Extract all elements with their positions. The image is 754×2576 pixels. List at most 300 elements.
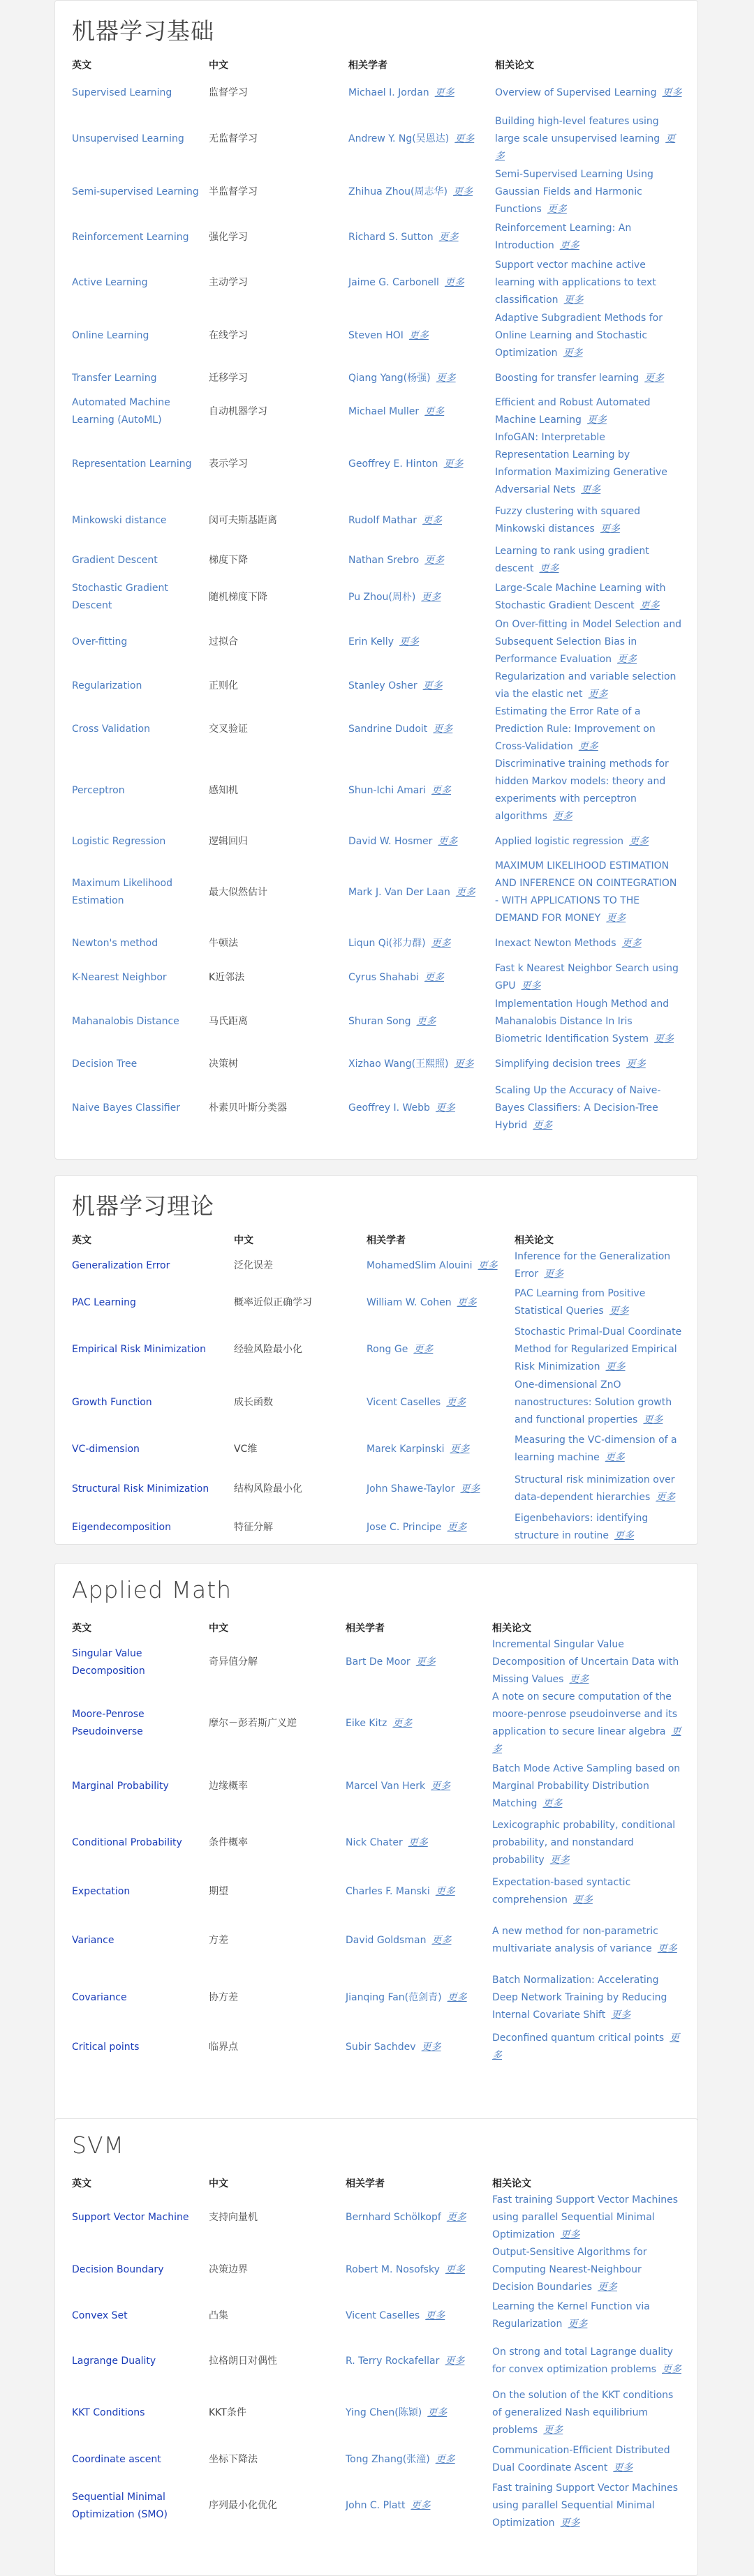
- scholar-more-link[interactable]: 更多: [411, 2500, 431, 2511]
- term-chinese: 迁移学习: [209, 372, 248, 384]
- paper-more-link[interactable]: 更多: [654, 1033, 674, 1044]
- paper-more-link[interactable]: 更多: [662, 2364, 681, 2375]
- scholar-link[interactable]: Nick Chater: [346, 1836, 403, 1848]
- scholar-link[interactable]: Cyrus Shahabi: [348, 971, 420, 983]
- term-chinese: 在线学习: [209, 329, 248, 341]
- paper-more-link[interactable]: 更多: [581, 484, 601, 495]
- term-english-link[interactable]: Empirical Risk Minimization: [72, 1343, 206, 1355]
- scholar-link[interactable]: Tong Zhang(张潼): [346, 2453, 430, 2465]
- term-english-link[interactable]: Over-fitting: [72, 636, 128, 647]
- scholar-more-link[interactable]: 更多: [435, 1102, 455, 1114]
- scholar-link[interactable]: William W. Cohen: [367, 1296, 452, 1308]
- paper-cell: [492, 1814, 682, 1871]
- scholar-more-link[interactable]: 更多: [424, 554, 445, 566]
- term-english-link[interactable]: K-Nearest Neighbor: [72, 971, 167, 983]
- scholar-more-link[interactable]: 更多: [425, 2309, 445, 2321]
- term-english-link[interactable]: Marginal Probability: [72, 1780, 169, 1792]
- header-chinese: 中文: [234, 1235, 253, 1246]
- scholar-more-link[interactable]: 更多: [457, 1296, 477, 1308]
- paper-more-link[interactable]: 更多: [539, 563, 559, 574]
- paper-link[interactable]: Fuzzy clustering with squared Minkowski distances: [495, 506, 641, 534]
- term-english-link[interactable]: Reinforcement Learning: [72, 231, 189, 243]
- scholar-more-link[interactable]: 更多: [424, 405, 445, 417]
- term-chinese: 过拟合: [209, 636, 238, 647]
- paper-more-link[interactable]: 更多: [492, 1726, 681, 1755]
- paper-more-link[interactable]: 更多: [578, 741, 598, 752]
- paper-cell: [495, 825, 682, 858]
- paper-link[interactable]: Reinforcement Learning: An Introduction: [495, 223, 632, 251]
- paper-more-link[interactable]: 更多: [542, 1797, 563, 1809]
- paper-link[interactable]: Inexact Newton Methods: [495, 937, 616, 949]
- term-english-link[interactable]: Maximum Likelihood Estimation: [72, 878, 173, 906]
- scholar-link[interactable]: Subir Sachdev: [346, 2041, 416, 2053]
- scholar-link[interactable]: John C. Platt: [346, 2500, 406, 2511]
- table-row: [72, 825, 682, 858]
- paper-link[interactable]: Support vector machine active learning with applications to text classification: [495, 259, 656, 306]
- term-english-link[interactable]: Structural Risk Minimization: [72, 1483, 209, 1495]
- paper-more-link[interactable]: 更多: [609, 1305, 629, 1317]
- scholar-more-link[interactable]: 更多: [421, 2041, 441, 2053]
- paper-link[interactable]: A new method for non-parametric multivariate analysis of variance: [492, 1926, 658, 1954]
- paper-link[interactable]: Scaling Up the Accuracy of Naive-Bayes Classifiers: A Decision-Tree Hybrid: [495, 1084, 661, 1131]
- paper-more-link[interactable]: 更多: [656, 1492, 676, 1503]
- paper-link[interactable]: Simplifying decision trees: [495, 1058, 621, 1070]
- paper-more-link[interactable]: 更多: [621, 937, 642, 949]
- table-row: [72, 429, 682, 499]
- scholar-link[interactable]: Shun-Ichi Amari: [348, 784, 427, 796]
- term-english-link[interactable]: Decision Tree: [72, 1058, 138, 1070]
- table-header-row: [72, 1617, 682, 1636]
- term-english-link[interactable]: Expectation: [72, 1885, 131, 1897]
- paper-link[interactable]: MAXIMUM LIKELIHOOD ESTIMATION AND INFERENCE ON COINTEGRATION - WITH APPLICATIONS TO THE DEMAND FOR MONEY: [495, 860, 677, 924]
- scholar-more-link[interactable]: 更多: [446, 2212, 466, 2223]
- paper-more-link[interactable]: 更多: [521, 980, 541, 991]
- table-row: [72, 1912, 682, 1969]
- paper-link[interactable]: Fast k Nearest Neighbor Search using GPU: [495, 963, 679, 991]
- paper-more-link[interactable]: 更多: [598, 2282, 617, 2293]
- term-english-link[interactable]: Automated Machine Learning (AutoML): [72, 397, 170, 426]
- section-title: Applied Math: [72, 1576, 232, 1603]
- paper-link[interactable]: Lexicographic probability, conditional probability, and nonstandard probability: [492, 1819, 676, 1866]
- table-row: [72, 1636, 682, 1688]
- paper-link[interactable]: Deconfined quantum critical points: [492, 2032, 665, 2044]
- paper-more-link[interactable]: 更多: [549, 1854, 570, 1866]
- scholar-cell: [348, 756, 495, 825]
- table-row: [72, 1508, 682, 1546]
- scholar-cell: [348, 73, 495, 112]
- term-english-link[interactable]: Online Learning: [72, 329, 149, 341]
- table-row: [72, 2026, 682, 2068]
- paper-more-link[interactable]: 更多: [617, 654, 637, 665]
- paper-link[interactable]: Batch Mode Active Sampling based on Marginal Probability Distribution Matching: [492, 1762, 681, 1809]
- scholar-more-link[interactable]: 更多: [445, 2355, 465, 2367]
- paper-more-link[interactable]: 更多: [492, 2032, 680, 2061]
- paper-link[interactable]: Incremental Singular Value Decomposition of Uncertain Data with Missing Values: [492, 1639, 679, 1685]
- scholar-cell: [348, 499, 495, 542]
- term-chinese: 期望: [209, 1885, 228, 1897]
- paper-link[interactable]: Eigenbehaviors: identifying structure in routine: [515, 1513, 649, 1541]
- scholar-more-link[interactable]: 更多: [454, 133, 475, 144]
- term-chinese: 自动机器学习: [209, 405, 267, 417]
- scholar-cell: [346, 1871, 492, 1912]
- scholar-more-link[interactable]: 更多: [450, 1443, 470, 1455]
- table-row: [72, 1283, 682, 1322]
- paper-more-link[interactable]: 更多: [552, 811, 572, 822]
- scholar-link[interactable]: Bernhard Schölkopf: [346, 2212, 441, 2223]
- scholar-more-link[interactable]: 更多: [431, 784, 452, 796]
- scholar-link[interactable]: Liqun Qi(祁力群): [348, 937, 426, 949]
- scholar-link[interactable]: Rudolf Mathar: [348, 514, 417, 526]
- paper-link[interactable]: Communication-Efficient Distributed Dual Coordinate Ascent: [492, 2445, 670, 2473]
- scholar-more-link[interactable]: 更多: [427, 2407, 448, 2418]
- scholar-more-link[interactable]: 更多: [431, 1934, 452, 1946]
- scholar-more-link[interactable]: 更多: [438, 835, 458, 847]
- paper-more-link[interactable]: 更多: [640, 600, 660, 611]
- term-english-link[interactable]: Minkowski distance: [72, 514, 167, 526]
- scholar-cell: [348, 256, 495, 309]
- paper-more-link[interactable]: 更多: [544, 1268, 564, 1280]
- paper-link[interactable]: On strong and total Lagrange duality for convex optimization problems: [492, 2346, 673, 2375]
- scholar-cell: [348, 1080, 495, 1136]
- scholar-link[interactable]: Vicent Caselles: [346, 2309, 420, 2321]
- paper-link[interactable]: A note on secure computation of the moore-penrose pseudoinverse and its application to secure linear algebra: [492, 1691, 677, 1737]
- term-english-link[interactable]: Moore-Penrose Pseudoinverse: [72, 1709, 145, 1737]
- scholar-more-link[interactable]: 更多: [435, 2453, 455, 2465]
- header-paper: 相关论文: [492, 1623, 531, 1634]
- term-chinese: K近邻法: [209, 971, 245, 983]
- paper-more-link[interactable]: 更多: [657, 1943, 677, 1954]
- paper-cell: [495, 429, 682, 499]
- paper-more-link[interactable]: 更多: [560, 2517, 580, 2529]
- scholar-more-link[interactable]: 更多: [443, 458, 464, 470]
- scholar-cell: [348, 165, 495, 218]
- term-english-link[interactable]: Active Learning: [72, 276, 148, 288]
- term-chinese: 坐标下降法: [209, 2453, 258, 2465]
- table-row: [72, 542, 682, 578]
- scholar-more-link[interactable]: 更多: [455, 886, 475, 898]
- paper-more-link[interactable]: 更多: [605, 1361, 626, 1372]
- paper-more-link[interactable]: 更多: [533, 1119, 553, 1131]
- paper-link[interactable]: PAC Learning from Positive Statistical Queries: [515, 1288, 646, 1317]
- scholar-link[interactable]: MohamedSlim Alouini: [367, 1259, 473, 1271]
- scholar-more-link[interactable]: 更多: [434, 87, 454, 98]
- scholar-link[interactable]: David Goldsman: [346, 1934, 427, 1946]
- term-english-link[interactable]: Critical points: [72, 2041, 140, 2053]
- paper-more-link[interactable]: 更多: [606, 913, 626, 924]
- term-english-link[interactable]: Support Vector Machine: [72, 2212, 189, 2223]
- scholar-cell: [348, 959, 495, 996]
- scholar-link[interactable]: Robert M. Nosofsky: [346, 2264, 440, 2275]
- scholar-link[interactable]: Marcel Van Herk: [346, 1780, 426, 1792]
- scholar-link[interactable]: Jose C. Principe: [367, 1521, 442, 1533]
- paper-link[interactable]: Inference for the Generalization Error: [515, 1251, 671, 1280]
- paper-cell: [495, 165, 682, 218]
- scholar-link[interactable]: Michael Muller: [348, 405, 420, 417]
- scholar-link[interactable]: Richard S. Sutton: [348, 231, 434, 243]
- paper-more-link[interactable]: 更多: [644, 372, 665, 384]
- paper-more-link[interactable]: 更多: [563, 347, 583, 359]
- term-english-link[interactable]: Logistic Regression: [72, 835, 166, 847]
- term-english-link[interactable]: Semi-supervised Learning: [72, 186, 199, 197]
- paper-link[interactable]: Discriminative training methods for hidden Markov models: theory and experiments with perceptron algorithms: [495, 758, 669, 822]
- table-row: [72, 499, 682, 542]
- term-english-link[interactable]: Sequential Minimal Optimization (SMO): [72, 2491, 168, 2520]
- paper-link[interactable]: Estimating the Error Rate of a Prediction Rule: Improvement on Cross-Validation: [495, 706, 656, 752]
- term-english-link[interactable]: Variance: [72, 1934, 114, 1946]
- table-row: [72, 959, 682, 996]
- scholar-link[interactable]: Shuran Song: [348, 1016, 411, 1027]
- term-english-link[interactable]: Lagrange Duality: [72, 2355, 156, 2367]
- table-row: [72, 1469, 682, 1508]
- scholar-more-link[interactable]: 更多: [460, 1483, 480, 1495]
- paper-cell: [495, 309, 682, 362]
- table-row: [72, 1429, 682, 1469]
- scholar-more-link[interactable]: 更多: [452, 186, 473, 197]
- scholar-link[interactable]: Jaime G. Carbonell: [348, 276, 439, 288]
- paper-more-link[interactable]: 更多: [600, 523, 620, 534]
- paper-more-link[interactable]: 更多: [643, 1414, 663, 1425]
- scholar-link[interactable]: Jianqing Fan(范剑青): [346, 1991, 442, 2003]
- term-english-link[interactable]: Perceptron: [72, 784, 125, 796]
- scholar-more-link[interactable]: 更多: [478, 1259, 498, 1271]
- scholar-link[interactable]: Qiang Yang(杨强): [348, 372, 431, 384]
- term-english-link[interactable]: Transfer Learning: [72, 372, 157, 384]
- paper-link[interactable]: Boosting for transfer learning: [495, 372, 640, 384]
- scholar-more-link[interactable]: 更多: [444, 276, 464, 288]
- paper-link[interactable]: Structural risk minimization over data-dependent hierarchies: [515, 1474, 675, 1503]
- table-row: [72, 218, 682, 256]
- term-english-link[interactable]: Cross Validation: [72, 724, 150, 735]
- scholar-link[interactable]: Andrew Y. Ng(吴恩达): [348, 133, 450, 144]
- scholar-link[interactable]: Pu Zhou(周朴): [348, 591, 416, 603]
- scholar-more-link[interactable]: 更多: [392, 1717, 413, 1729]
- paper-link[interactable]: On the solution of the KKT conditions of generalized Nash equilibrium problems: [492, 2390, 674, 2436]
- term-english-link[interactable]: Growth Function: [72, 1397, 152, 1408]
- scholar-link[interactable]: John Shawe-Taylor: [367, 1483, 455, 1495]
- scholar-link[interactable]: Mark J. Van Der Laan: [348, 886, 450, 898]
- term-chinese: 奇异值分解: [209, 1656, 258, 1668]
- scholar-more-link[interactable]: 更多: [447, 1991, 467, 2003]
- scholar-link[interactable]: Charles F. Manski: [346, 1885, 430, 1897]
- paper-link[interactable]: InfoGAN: Interpretable Representation Learning by Information Maximizing Generative Adversarial Nets: [495, 432, 667, 495]
- scholar-link[interactable]: Rong Ge: [367, 1343, 408, 1355]
- term-english-link[interactable]: Regularization: [72, 680, 142, 691]
- scholar-link[interactable]: Stanley Osher: [348, 680, 417, 691]
- paper-more-link[interactable]: 更多: [614, 1530, 634, 1541]
- scholar-more-link[interactable]: 更多: [438, 231, 459, 243]
- scholar-link[interactable]: Nathan Srebro: [348, 554, 420, 566]
- term-english-link[interactable]: Mahanalobis Distance: [72, 1016, 179, 1027]
- scholar-more-link[interactable]: 更多: [431, 1780, 451, 1792]
- table-row: [72, 1758, 682, 1814]
- paper-link[interactable]: Expectation-based syntactic comprehension: [492, 1877, 631, 1905]
- scholar-link[interactable]: Bart De Moor: [346, 1656, 411, 1668]
- scholar-cell: [346, 1688, 492, 1758]
- paper-link[interactable]: Learning the Kernel Function via Regularization: [492, 2301, 650, 2330]
- paper-link[interactable]: Measuring the VC-dimension of a learning machine: [515, 1435, 677, 1463]
- paper-link[interactable]: Fast training Support Vector Machines using parallel Sequential Minimal Optimization: [492, 2194, 679, 2240]
- paper-link[interactable]: Adaptive Subgradient Methods for Online Learning and Stochastic Optimization: [495, 312, 663, 359]
- term-english-link[interactable]: Decision Boundary: [72, 2264, 164, 2275]
- scholar-more-link[interactable]: 更多: [424, 971, 445, 983]
- scholar-more-link[interactable]: 更多: [416, 1016, 436, 1027]
- term-english-link[interactable]: Representation Learning: [72, 458, 192, 470]
- scholar-more-link[interactable]: 更多: [408, 329, 429, 341]
- paper-link[interactable]: Semi-Supervised Learning Using Gaussian Fields and Harmonic Functions: [495, 168, 653, 215]
- paper-link[interactable]: Learning to rank using gradient descent: [495, 546, 649, 574]
- paper-link[interactable]: Building high-level features using large scale unsupervised learning: [495, 115, 660, 144]
- term-english-link[interactable]: Singular Value Decomposition: [72, 1647, 145, 1677]
- paper-more-link[interactable]: 更多: [613, 2462, 633, 2473]
- header-chinese: 中文: [209, 2178, 228, 2189]
- paper-cell: [495, 927, 682, 959]
- term-chinese: 决策边界: [209, 2264, 248, 2275]
- scholar-cell: [348, 112, 495, 165]
- paper-cell: [492, 1636, 682, 1688]
- scholar-link[interactable]: Eike Kitz: [346, 1717, 387, 1729]
- paper-more-link[interactable]: 更多: [629, 835, 649, 847]
- header-chinese: 中文: [209, 1623, 228, 1634]
- term-english-link[interactable]: Covariance: [72, 1991, 127, 2003]
- scholar-more-link[interactable]: 更多: [413, 1343, 434, 1355]
- scholar-more-link[interactable]: 更多: [399, 636, 419, 647]
- scholar-cell: [346, 2026, 492, 2068]
- scholar-more-link[interactable]: 更多: [454, 1058, 474, 1070]
- paper-more-link[interactable]: 更多: [611, 2009, 631, 2021]
- term-english-link[interactable]: Newton's method: [72, 937, 158, 949]
- scholar-link[interactable]: Geoffrey E. Hinton: [348, 458, 438, 470]
- scholar-more-link[interactable]: 更多: [408, 1836, 428, 1848]
- table-row: [72, 2244, 682, 2296]
- paper-more-link[interactable]: 更多: [568, 2319, 588, 2330]
- paper-link[interactable]: On Over-fitting in Model Selection and Subsequent Selection Bias in Performance Evaluation: [495, 619, 682, 665]
- paper-more-link[interactable]: 更多: [662, 87, 682, 98]
- scholar-link[interactable]: Xizhao Wang(王熙照): [348, 1058, 449, 1070]
- paper-link[interactable]: Fast training Support Vector Machines using parallel Sequential Minimal Optimization: [492, 2483, 679, 2529]
- table-row: [72, 858, 682, 927]
- term-chinese: 梯度下降: [209, 554, 248, 566]
- scholar-more-link[interactable]: 更多: [422, 514, 443, 526]
- paper-more-link[interactable]: 更多: [563, 294, 584, 306]
- term-english-link[interactable]: Generalization Error: [72, 1259, 170, 1271]
- term-english-link[interactable]: Naive Bayes Classifier: [72, 1102, 181, 1114]
- scholar-more-link[interactable]: 更多: [433, 724, 453, 735]
- paper-link[interactable]: Stochastic Primal-Dual Coordinate Method for Regularized Empirical Risk Minimization: [515, 1326, 682, 1372]
- scholar-more-link[interactable]: 更多: [415, 1656, 436, 1668]
- term-chinese: 交叉验证: [209, 724, 248, 735]
- scholar-link[interactable]: Sandrine Dudoit: [348, 724, 428, 735]
- paper-link[interactable]: Applied logistic regression: [495, 835, 624, 847]
- scholar-more-link[interactable]: 更多: [436, 372, 456, 384]
- scholar-link[interactable]: Geoffrey I. Webb: [348, 1102, 430, 1114]
- paper-more-link[interactable]: 更多: [586, 414, 607, 426]
- term-chinese: 正则化: [209, 680, 238, 691]
- paper-link[interactable]: Output-Sensitive Algorithms for Computing Nearest-Neighbour Decision Boundaries: [492, 2247, 647, 2293]
- paper-cell: [492, 1758, 682, 1814]
- scholar-cell: [348, 668, 495, 703]
- paper-link[interactable]: Overview of Supervised Learning: [495, 87, 657, 98]
- paper-cell: [495, 996, 682, 1048]
- paper-more-link[interactable]: 更多: [605, 1452, 625, 1463]
- scholar-more-link[interactable]: 更多: [431, 937, 451, 949]
- scholar-link[interactable]: Ying Chen(陈颖): [346, 2407, 422, 2418]
- paper-more-link[interactable]: 更多: [588, 689, 608, 700]
- term-chinese: 概率近似正确学习: [234, 1296, 312, 1308]
- paper-more-link[interactable]: 更多: [569, 1674, 589, 1685]
- table-header-row: [72, 54, 682, 73]
- term-english-link[interactable]: Unsupervised Learning: [72, 133, 184, 144]
- scholar-link[interactable]: Marek Karpinski: [367, 1443, 445, 1455]
- table-row: [72, 1248, 682, 1283]
- scholar-link[interactable]: David W. Hosmer: [348, 835, 433, 847]
- term-english-link[interactable]: Eigendecomposition: [72, 1521, 171, 1533]
- paper-link[interactable]: Large-Scale Machine Learning with Stochastic Gradient Descent: [495, 583, 666, 611]
- paper-link[interactable]: Efficient and Robust Automated Machine Learning: [495, 397, 651, 426]
- term-english-link[interactable]: PAC Learning: [72, 1296, 136, 1308]
- paper-more-link[interactable]: 更多: [547, 203, 567, 215]
- paper-link[interactable]: Batch Normalization: Accelerating Deep Network Training by Reducing Internal Covariate Shift: [492, 1974, 667, 2021]
- section-panel: [54, 0, 698, 1160]
- section-panel: [54, 2118, 698, 2576]
- paper-more-link[interactable]: 更多: [559, 240, 579, 251]
- scholar-cell: [348, 578, 495, 616]
- paper-more-link[interactable]: 更多: [572, 1894, 593, 1905]
- table-row: [72, 394, 682, 429]
- paper-link[interactable]: One-dimensional ZnO nanostructures: Solution growth and functional properties: [515, 1379, 672, 1425]
- paper-cell: [492, 2480, 682, 2532]
- term-english-link[interactable]: Supervised Learning: [72, 87, 172, 98]
- scholar-more-link[interactable]: 更多: [445, 2264, 465, 2275]
- term-english-link[interactable]: Conditional Probability: [72, 1836, 182, 1848]
- table-row: [72, 927, 682, 959]
- term-chinese: 强化学习: [209, 231, 248, 243]
- scholar-link[interactable]: Erin Kelly: [348, 636, 394, 647]
- paper-more-link[interactable]: 更多: [543, 2425, 563, 2436]
- paper-link[interactable]: Implementation Hough Method and Mahanalobis Distance In Iris Biometric Identification System: [495, 998, 670, 1044]
- scholar-more-link[interactable]: 更多: [422, 680, 443, 691]
- scholar-cell: [348, 825, 495, 858]
- scholar-more-link[interactable]: 更多: [435, 1885, 455, 1897]
- paper-more-link[interactable]: 更多: [560, 2229, 580, 2240]
- scholar-link[interactable]: Steven HOI: [348, 329, 404, 341]
- term-english-link[interactable]: Gradient Descent: [72, 554, 158, 566]
- paper-more-link[interactable]: 更多: [495, 133, 676, 162]
- scholar-more-link[interactable]: 更多: [447, 1521, 467, 1533]
- scholar-cell: [348, 996, 495, 1048]
- term-english-link[interactable]: Convex Set: [72, 2309, 128, 2321]
- scholar-cell: [367, 1377, 515, 1429]
- scholar-cell: [346, 1758, 492, 1814]
- term-english-link[interactable]: Coordinate ascent: [72, 2453, 161, 2465]
- term-english-link[interactable]: Stochastic Gradient Descent: [72, 583, 168, 611]
- table-row: [72, 256, 682, 309]
- term-english-link[interactable]: KKT Conditions: [72, 2407, 145, 2418]
- paper-cell: [495, 959, 682, 996]
- term-chinese: 协方差: [209, 1991, 238, 2003]
- scholar-more-link[interactable]: 更多: [421, 591, 441, 603]
- paper-link[interactable]: Regularization and variable selection via the elastic net: [495, 671, 677, 700]
- glossary-table: [72, 1229, 682, 1546]
- scholar-more-link[interactable]: 更多: [446, 1397, 466, 1408]
- scholar-link[interactable]: Michael I. Jordan: [348, 87, 429, 98]
- term-english-link[interactable]: VC-dimension: [72, 1443, 140, 1455]
- scholar-link[interactable]: R. Terry Rockafellar: [346, 2355, 440, 2367]
- term-chinese: 监督学习: [209, 87, 248, 98]
- paper-more-link[interactable]: 更多: [626, 1058, 646, 1070]
- scholar-link[interactable]: Zhihua Zhou(周志华): [348, 186, 448, 197]
- scholar-link[interactable]: Vicent Caselles: [367, 1397, 441, 1408]
- scholar-cell: [367, 1469, 515, 1508]
